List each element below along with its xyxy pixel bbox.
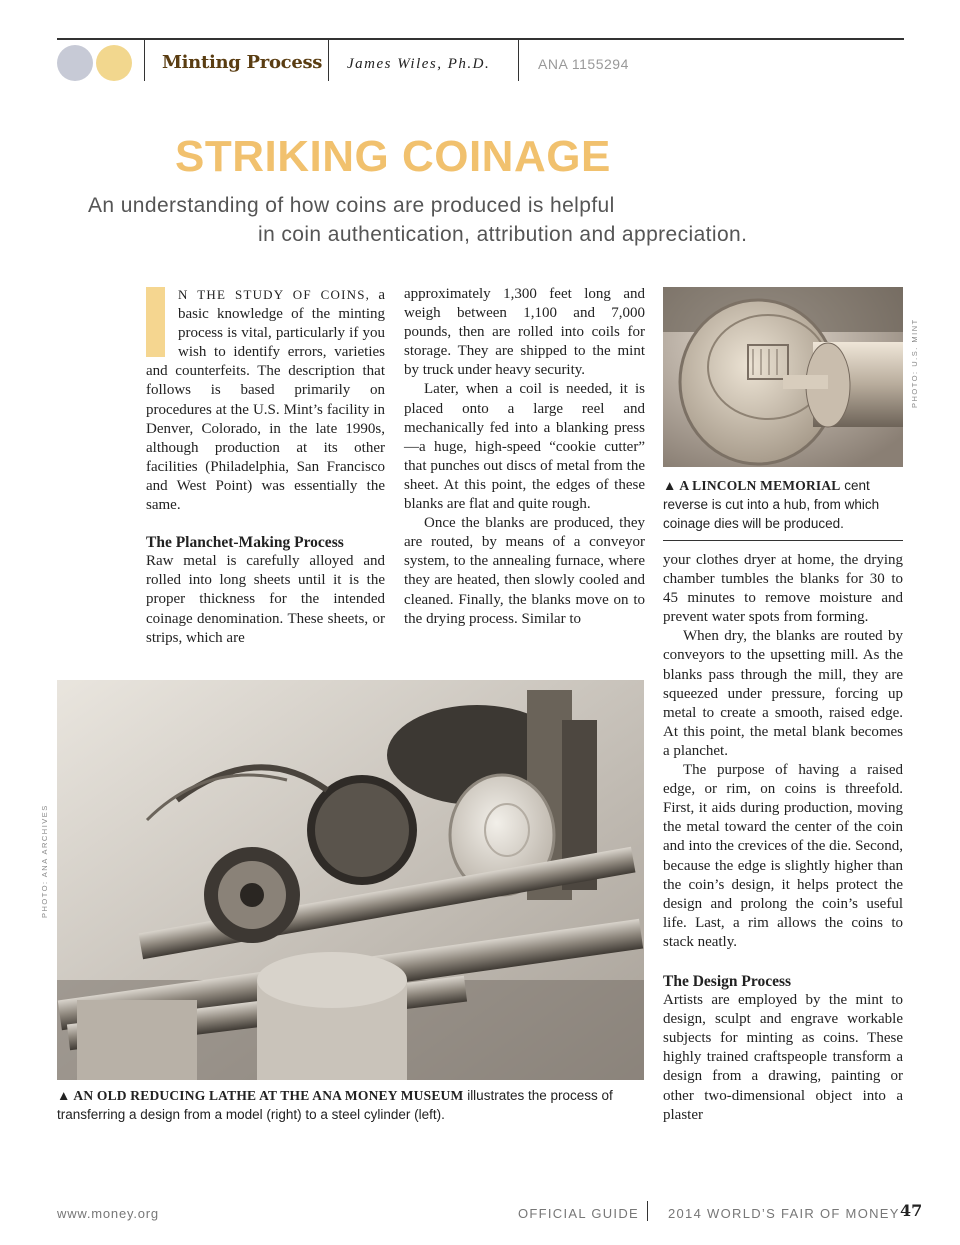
lathe-photo-credit: PHOTO: ANA ARCHIVES (40, 804, 49, 918)
section-label: Minting Process (162, 52, 323, 73)
intro-paragraph (146, 285, 385, 515)
header-dot-yellow (96, 45, 132, 81)
body-paragraph: your clothes dryer at home, the drying chamber tumbles the blanks for 30 to 45 minutes to remove moisture and prevent water spots from forming. (663, 552, 903, 626)
body-paragraph: Raw metal is carefully alloyed and rolled into long sheets until it is the proper thickness for the intended coinage denomination. These sheets, or strips, which are (146, 553, 385, 646)
body-paragraph: Once the blanks are produced, they are routed, by means of a conveyor system, to the annealing furnace, where they are heated, then slowly cooled and cleaned. Finally, the blanks move on to the drying process. Similar to (404, 515, 645, 627)
body-column-3 (663, 551, 903, 1125)
caption-text: cent reverse is cut into a hub, from which coinage dies will be produced. (663, 478, 880, 531)
body-paragraph: Later, when a coil is needed, it is placed onto a large reel and mechanically fed into a blanking press—a huge, high-speed “cookie cutter” that punches out discs of metal from the sheet. At this point, the edges of these blanks are flat and quite rough. (404, 381, 645, 513)
section-heading-planchet: The Planchet-Making Process (146, 534, 344, 552)
footer-guide: OFFICIAL GUIDE (518, 1206, 640, 1221)
lathe-photo-image (57, 680, 644, 1080)
page-number: 47 (900, 1201, 923, 1220)
caption-lead: ▲ A LINCOLN MEMORIAL (663, 478, 841, 493)
hub-photo-caption (663, 476, 903, 533)
body-column-2 (404, 285, 645, 629)
article-subtitle-line1: An understanding of how coins are produced is helpful (88, 194, 615, 217)
header-divider (328, 39, 329, 81)
lathe-photo (57, 680, 644, 1080)
body-column-1 (146, 285, 385, 648)
hub-photo-credit: PHOTO: U.S. MINT (910, 318, 919, 408)
header-rule (57, 38, 904, 40)
header-dot-gray (57, 45, 93, 81)
author-name: James Wiles, Ph.D. (347, 56, 491, 72)
article-title: STRIKING COINAGE (175, 132, 611, 181)
body-paragraph: Artists are employed by the mint to design, sculpt and engrave workable subjects for minting as coins. These highly trained craftspeople transform a design from a drawing, painting or other two-dimensional object into a plaster (663, 992, 903, 1123)
footer-divider (647, 1201, 648, 1221)
footer-website: www.money.org (57, 1206, 159, 1221)
hub-photo (663, 287, 903, 467)
header-divider (144, 39, 145, 81)
hub-photo-image (663, 287, 903, 467)
body-paragraph: The purpose of having a raised edge, or rim, on coins is threefold. First, it aids during production, moving the metal toward the center of the coin and into the crevices of the die. Second, because the edge is slightly higher than the coin’s design, it helps protect the design and prolong the coin’s useful life. Last, a rim allows the coins to stack neatly. (663, 762, 903, 950)
intro-text: a basic knowledge of the minting process is vital, particularly if you wish to identify errors, varieties and counterfeits. The description that follows is based primarily on procedures at the U.S. Mint’s facility in Denver, Colorado, in the late 1990s, although production at its other facilities (Philadelphia, San Francisco and West Point) was essentially the same. (146, 287, 385, 514)
drop-cap (146, 287, 165, 357)
member-id: ANA 1155294 (538, 56, 629, 72)
lathe-photo-caption (57, 1086, 644, 1124)
caption-text: illustrates the process of transferring a design from a model (right) to a steel cylinder (left). (57, 1088, 613, 1122)
section-heading-design: The Design Process (663, 972, 792, 990)
article-subtitle-line2: in coin authentication, attribution and appreciation. (258, 223, 748, 246)
body-paragraph: approximately 1,300 feet long and weigh between 1,100 and 7,000 pounds, then are rolled into coils for storage. They are shipped to the mint by truck under heavy security. (404, 286, 645, 379)
caption-lead: ▲ AN OLD REDUCING LATHE AT THE ANA MONEY MUSEUM (57, 1088, 464, 1103)
body-paragraph: When dry, the blanks are routed by conveyors to the upsetting mill. As the blanks pass through the mill, they are squeezed under pressure, forcing up metal to create a smooth, raised edge. At this point, the metal blank becomes a planchet. (663, 628, 903, 759)
header-divider (518, 39, 519, 81)
caption-rule (663, 540, 903, 541)
intro-lead: N THE STUDY OF COINS, (178, 287, 371, 302)
footer-event: 2014 WORLD’S FAIR OF MONEY (668, 1206, 900, 1221)
